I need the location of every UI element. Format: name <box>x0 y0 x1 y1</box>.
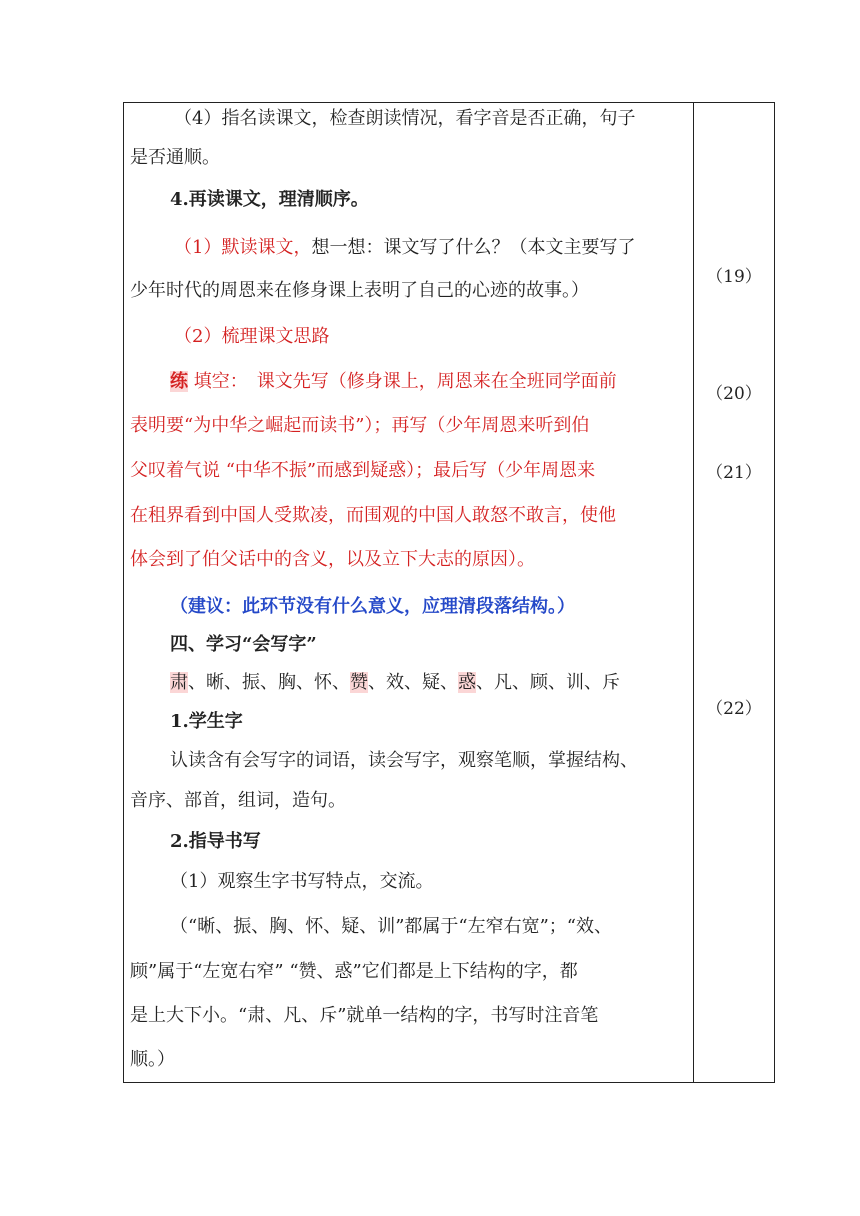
highlight-char: 肃 <box>170 672 188 693</box>
char-list <box>124 671 620 695</box>
lesson-table <box>123 102 775 1083</box>
red-text-line: 在租界看到中国人受欺凌，而围观的中国人敢怒不敢言，使他 <box>130 505 616 526</box>
text-line: （“晰、振、胸、怀、疑、训”都属于“左窄右宽”；“效、 <box>170 916 613 937</box>
column-divider <box>693 103 694 1082</box>
text-line: 认读含有会写字的词语，读会写字，观察笔顺，掌握结构、 <box>170 750 638 771</box>
text-line: 是上大下小。“肃、凡、斥”就单一结构的字，书写时注音笔 <box>130 1005 599 1026</box>
text-line: （4）指名读课文，检查朗读情况，看字音是否正确，句子 <box>174 108 636 129</box>
text-span: 填空： 课文先写（修身课上，周恩来在全班同学面前 <box>193 371 617 392</box>
text-span: 、晰、振、胸、怀、 <box>188 672 350 693</box>
step-heading: 4.再读课文，理清顺序。 <box>170 189 369 210</box>
text-line: （1）观察生字书写特点，交流。 <box>170 871 434 892</box>
margin-number: （22） <box>706 699 762 719</box>
text-line: 少年时代的周恩来在修身课上表明了自己的心迹的故事。） <box>130 280 589 301</box>
sub-heading: 2.指导书写 <box>170 831 261 852</box>
red-text-line: 表明要“为中华之崛起而读书”）；再写（少年周恩来听到伯 <box>130 415 590 436</box>
margin-number: （21） <box>706 463 762 483</box>
exercise-line <box>124 370 617 394</box>
red-text-line: （2）梳理课文思路 <box>174 326 330 347</box>
text-span: 、凡、顾、训、斥 <box>476 672 620 693</box>
text-span: 想一想：课文写了什么？（本文主要写了 <box>311 237 636 258</box>
text-line: 音序、部首，组词，造句。 <box>130 790 346 811</box>
text-line: 顺。） <box>130 1049 175 1070</box>
exercise-mark: 练 <box>170 371 188 392</box>
margin-number: （20） <box>706 384 762 404</box>
margin-number: （19） <box>706 267 762 287</box>
text-line: 顾”属于“左宽右窄” “赞、惑”它们都是上下结构的字，都 <box>130 961 578 982</box>
red-text: （1）默读课文， <box>174 237 312 258</box>
text-span: 、效、疑、 <box>368 672 458 693</box>
text-line <box>124 236 635 260</box>
section-heading: 四、学习“会写字” <box>170 634 317 655</box>
red-text-line: 父叹着气说 “中华不振”而感到疑惑）；最后写（少年周恩来 <box>130 460 596 481</box>
red-text-line: 体会到了伯父话中的含义，以及立下大志的原因）。 <box>130 549 535 570</box>
suggestion-note: （建议：此环节没有什么意义，应理清段落结构。） <box>170 596 575 617</box>
sub-heading: 1.学生字 <box>170 711 243 732</box>
highlight-char: 赞 <box>350 672 368 693</box>
text-line: 是否通顺。 <box>130 147 220 168</box>
highlight-char: 惑 <box>458 672 476 693</box>
